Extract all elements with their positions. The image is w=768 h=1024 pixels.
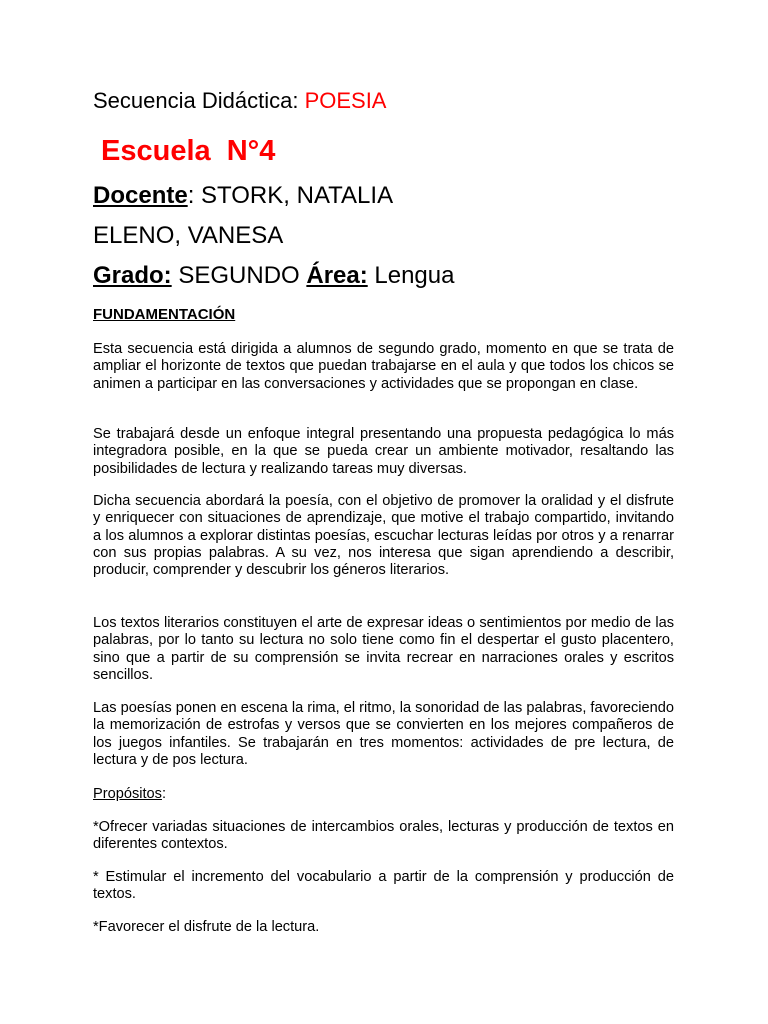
teacher-label: Docente: [93, 182, 188, 209]
purpose-item: *Ofrecer variadas situaciones de intercambios orales, lecturas y producción de textos en diferentes contextos.: [93, 819, 674, 853]
teacher-name-1: STORK, NATALIA: [201, 182, 394, 209]
paragraph-5: Las poesías ponen en escena la rima, el ritmo, la sonoridad de las palabras, favoreciendo la memorización de estrofas y versos que se convierten en los mejores compañeros de los juegos infantiles. Se trabajarán en tres momentos: actividades de pre lectura, de lectura y de pos lectura.: [93, 700, 674, 768]
grade-line: [93, 260, 454, 292]
area-label: Área:: [306, 262, 368, 289]
document-title: [93, 86, 386, 116]
title-prefix: Secuencia Didáctica:: [93, 88, 305, 113]
purpose-item: *Favorecer el disfrute de la lectura.: [93, 919, 320, 935]
purposes-heading: [93, 786, 674, 803]
section-heading-fundamentacion: FUNDAMENTACIÓN: [93, 306, 236, 323]
teacher-separator: :: [187, 182, 202, 209]
grade-value: SEGUNDO: [171, 262, 307, 289]
teacher-line: [93, 180, 393, 212]
paragraph-4: Los textos literarios constituyen el arte de expresar ideas o sentimientos por medio de las palabras, por lo tanto su lectura no solo tiene como fin el despertar el gusto placentero, sino que a partir de su comprensión se invita recrear en narraciones orales y escritos sencillos.: [93, 615, 674, 683]
purposes-label: Propósitos: [93, 786, 162, 802]
title-topic: POESIA: [304, 88, 387, 113]
purposes-separator: :: [161, 786, 167, 802]
paragraph-1: Esta secuencia está dirigida a alumnos de segundo grado, momento en que se trata de ampliar el horizonte de textos que puedan trabajarse en el aula y que todos los chicos se animen a participar en las conversaciones y actividades que se propongan en clase.: [93, 341, 674, 392]
purpose-item: * Estimular el incremento del vocabulario a partir de la comprensión y producción de textos.: [93, 869, 674, 903]
area-value: Lengua: [367, 262, 455, 289]
school-name: Escuela N°4: [101, 135, 276, 167]
teacher-name-2: ELENO, VANESA: [93, 222, 284, 249]
paragraph-2: Se trabajará desde un enfoque integral presentando una propuesta pedagógica lo más integradora posible, en la que se pueda crear un ambiente motivador, resaltando las posibilidades de lectura y realizando tareas muy diversas.: [93, 426, 674, 477]
paragraph-3: Dicha secuencia abordará la poesía, con el objetivo de promover la oralidad y el disfrute y enriquecer con situaciones de aprendizaje, que motive el trabajo compartido, invitando a los alumnos a explorar distintas poesías, escuchar lecturas leídas por otros y a renarrar con sus propias palabras. A su vez, nos interesa que sigan aprendiendo a describir, producir, comprender y descubrir los géneros literarios.: [93, 493, 674, 579]
grade-label: Grado:: [93, 262, 172, 289]
